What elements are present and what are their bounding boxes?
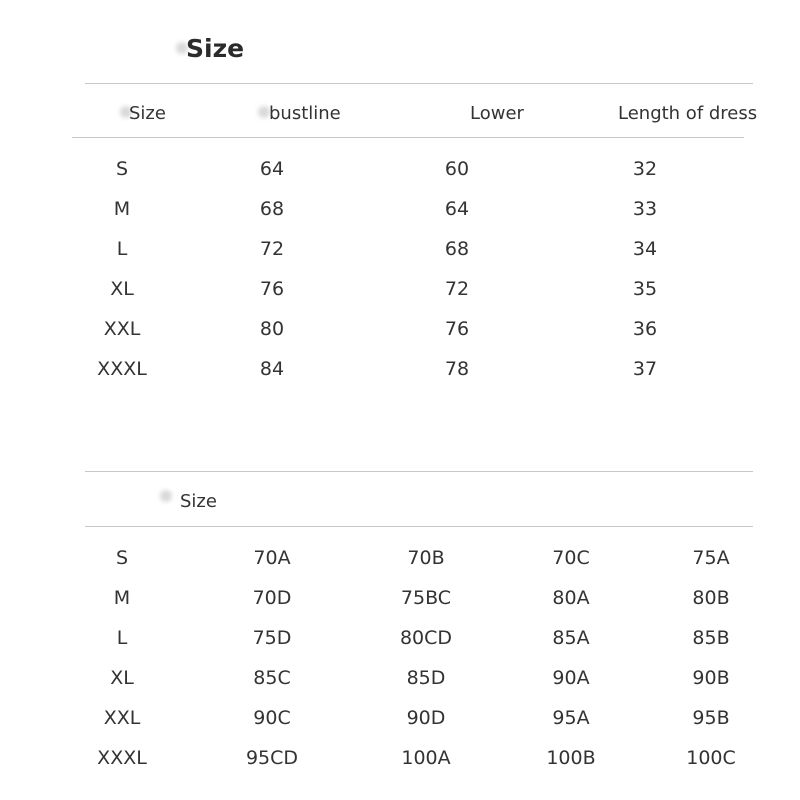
row-size-label: XXXL <box>97 747 147 769</box>
table-cell: 80CD <box>399 627 453 649</box>
table-cell: 75BC <box>400 587 452 609</box>
table-cell: 60 <box>444 158 470 180</box>
table-cell: 90A <box>552 667 590 689</box>
table-cell: 32 <box>632 158 658 180</box>
table-cell: 90C <box>253 707 291 729</box>
table-cell: 72 <box>444 278 470 300</box>
table-cell: 85C <box>253 667 291 689</box>
table-cell: 70A <box>253 547 291 569</box>
row-size-label: XXL <box>103 318 141 340</box>
decorative-smudge <box>160 490 172 502</box>
table-cell: 75D <box>252 627 292 649</box>
table-cell: 70C <box>552 547 590 569</box>
table-cell: 80 <box>259 318 285 340</box>
divider <box>85 83 753 84</box>
table-cell: 76 <box>444 318 470 340</box>
table-cell: 64 <box>444 198 470 220</box>
table-cell: 36 <box>632 318 658 340</box>
table-cell: 70B <box>407 547 445 569</box>
table-cell: 37 <box>632 358 658 380</box>
table-cell: 78 <box>444 358 470 380</box>
table-cell: 95CD <box>245 747 299 769</box>
table-cell: 95A <box>552 707 590 729</box>
table-cell: 90D <box>406 707 446 729</box>
table-cell: 100A <box>401 747 451 769</box>
row-size-label: M <box>113 587 131 609</box>
page-title: Size <box>186 34 245 63</box>
divider <box>72 137 744 138</box>
table-cell: 75A <box>692 547 730 569</box>
row-size-label: M <box>113 198 131 220</box>
table-cell: 85B <box>692 627 730 649</box>
row-size-label: S <box>115 547 129 569</box>
divider <box>85 526 753 527</box>
table-cell: 80A <box>552 587 590 609</box>
table-cell: 95B <box>692 707 730 729</box>
row-size-label: L <box>116 238 128 260</box>
column-header-lower: Lower <box>470 103 524 124</box>
table-cell: 85A <box>552 627 590 649</box>
column-header-length-of-dress: Length of dress <box>618 103 758 124</box>
table-cell: 33 <box>632 198 658 220</box>
table-cell: 68 <box>444 238 470 260</box>
table-cell: 85D <box>406 667 446 689</box>
table-cell: 70D <box>252 587 292 609</box>
table-cell: 80B <box>692 587 730 609</box>
row-size-label: XL <box>110 278 134 300</box>
divider <box>85 471 753 472</box>
table-cell: 34 <box>632 238 658 260</box>
row-size-label: XXXL <box>97 358 147 380</box>
row-size-label: XL <box>110 667 134 689</box>
row-size-label: S <box>115 158 129 180</box>
table-cell: 76 <box>259 278 285 300</box>
column-header-bustline: bustline <box>269 103 341 124</box>
table-cell: 35 <box>632 278 658 300</box>
row-size-label: XXL <box>103 707 141 729</box>
table-cell: 68 <box>259 198 285 220</box>
table-cell: 100B <box>546 747 596 769</box>
table-cell: 84 <box>259 358 285 380</box>
table-cell: 64 <box>259 158 285 180</box>
table-cell: 90B <box>692 667 730 689</box>
row-size-label: L <box>116 627 128 649</box>
table-cell: 100C <box>686 747 736 769</box>
column-header-size: Size <box>180 491 217 512</box>
column-header-size: Size <box>129 103 166 124</box>
table-cell: 72 <box>259 238 285 260</box>
